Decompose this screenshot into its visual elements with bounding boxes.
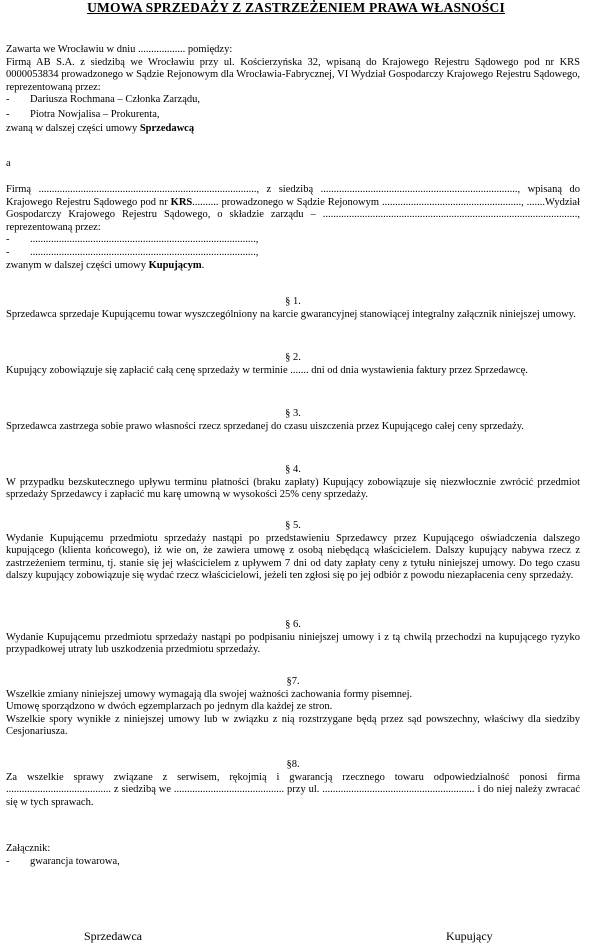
conjunction-a: a — [6, 158, 11, 169]
section-heading: § 4. — [285, 464, 301, 475]
section-3 — [6, 408, 580, 433]
section-text: Sprzedawca sprzedaje Kupującemu towar wyszczególniony na karcie gwarancyjnej stanowiącej integralny załącznik niniejszej umowy. — [6, 308, 576, 320]
buyer-signature-label: Kupujący — [446, 929, 493, 943]
section-text: Sprzedawca zastrzega sobie prawo własności rzecz sprzedanej do czasu uiszczenia przez Kupującego całej ceny sprzedaży. — [6, 420, 524, 432]
document-title: UMOWA SPRZEDAŻY Z ZASTRZEŻENIEM PRAWA WŁASNOŚCI — [87, 0, 505, 15]
intro-block — [6, 44, 580, 135]
section-heading: § 3. — [285, 408, 301, 419]
intro-date-line: Zawarta we Wrocławiu w dniu .................. pomiędzy: — [6, 44, 233, 55]
seller-signature-label: Sprzedawca — [84, 929, 142, 943]
section-heading: § 2. — [285, 352, 301, 363]
attachment-item: - gwarancja towarowa, — [6, 855, 120, 867]
section-heading: § 1. — [285, 296, 301, 307]
section-text: Wydanie Kupującemu przedmiotu sprzedaży nastąpi po przedstawieniu Sprzedawcy przez Kupującego oświadczenia dalszego kupującego (klienta końcowego), iż wie on, że zawiera umowę z osobą niebędącą właścicielem. Dalszy kupujący nabywa rzecz z zastrzeżeniem terminu, tj. stanie się jej właścicielem z upływem 7 dni od daty zapłaty ceny z tytułu niniejszej umowy. Do tego czasu dalszy kupujący zobowiązuje się wydać rzecz właścicielowi, jeżeli ten zgłosi się po jej odbiór z powodu niezapłacenia ceny sprzedaży. — [6, 532, 580, 582]
buyer-rep-2: - ......................................................................................, — [6, 246, 259, 258]
section-5 — [6, 520, 580, 583]
section-heading: § 5. — [285, 520, 301, 531]
section-text: Wydanie Kupującemu przedmiotu sprzedaży nastąpi po podpisaniu niniejszej umowy i z tą chwilą przechodzi na kupującego ryzyko przypadkowej utraty lub uszkodzenia przedmiotu sprzedaży. — [6, 631, 580, 656]
section-2 — [6, 352, 580, 377]
section-line: Wszelkie spory wynikłe z niniejszej umowy lub w związku z nią rozstrzygane będą przez sąd powszechny, właściwy dla siedziby Cesjonariusza. — [6, 713, 580, 738]
seller-rep-1: - Dariusza Rochmana – Członka Zarządu, — [6, 94, 200, 106]
section-line: Umowę sporządzono w dwóch egzemplarzach po jednym dla każdej ze stron. — [6, 701, 333, 713]
section-line: Wszelkie zmiany niniejszej umowy wymagają dla swojej ważności zachowania formy pisemnej. — [6, 688, 413, 700]
attachment-label: Załącznik: — [6, 843, 51, 854]
buyer-designation: zwanym w dalszej części umowy Kupującym. — [6, 259, 205, 271]
section-heading: §7. — [286, 676, 300, 687]
section-1 — [6, 296, 580, 321]
section-text: Za wszelkie sprawy związane z serwisem, rękojmią i gwarancją rzecznego towaru odpowiedzialność ponosi firma ........................................ z siedzibą we .......................................... przy ul. .......................................................... i do niej należy zwracać się w tych sprawach. — [6, 771, 580, 808]
section-text: Kupujący zobowiązuje się zapłacić całą cenę sprzedaży w terminie ....... dni od dnia wystawienia faktury przez Sprzedawcę. — [6, 364, 528, 376]
attachment-block — [6, 843, 580, 868]
section-text: W przypadku bezskutecznego upływu terminu płatności (braku zapłaty) Kupujący zobowiązuje się niezwłocznie zwrócić przedmiot sprzedaży Sprzedawcy i zapłacić mu karę umowną w wysokości 25% ceny sprzedaży. — [6, 476, 580, 501]
section-6 — [6, 619, 580, 657]
section-heading: §8. — [286, 759, 300, 770]
section-heading: § 6. — [285, 619, 301, 630]
section-7 — [6, 676, 580, 739]
buyer-rep-1: - ......................................................................................, — [6, 234, 259, 246]
buyer-block — [6, 184, 580, 272]
seller-firm-description: Firmą AB S.A. z siedzibą we Wrocławiu przy ul. Kościerzyńska 32, wpisaną do Krajowego Rejestru Sądowego pod nr KRS 0000053834 prowadzonego w Sądzie Rejonowym dla Wrocławia-Fabrycznej, VI Wydział Gospodarczy Krajowego Rejestru Sądowego, reprezentowaną przez: — [6, 56, 580, 93]
buyer-firm-description: Firmą ..................................................................................., z siedzibą ..........................................................................., wpisaną do Krajowego Rejestru Sądowego pod nr KRS.......... prowadzonego w Sądzie Rejonowym ....................................................., .......Wydział Gospodarczy Krajowego Rejestru Sądowego, o składzie zarządu – ................................................................................................., reprezentowaną przez: — [6, 184, 580, 233]
section-4 — [6, 464, 580, 502]
seller-designation: zwaną w dalszej części umowy Sprzedawcą — [6, 122, 195, 134]
seller-rep-2: - Piotra Nowjalisa – Prokurenta, — [6, 108, 160, 120]
section-8 — [6, 759, 580, 809]
